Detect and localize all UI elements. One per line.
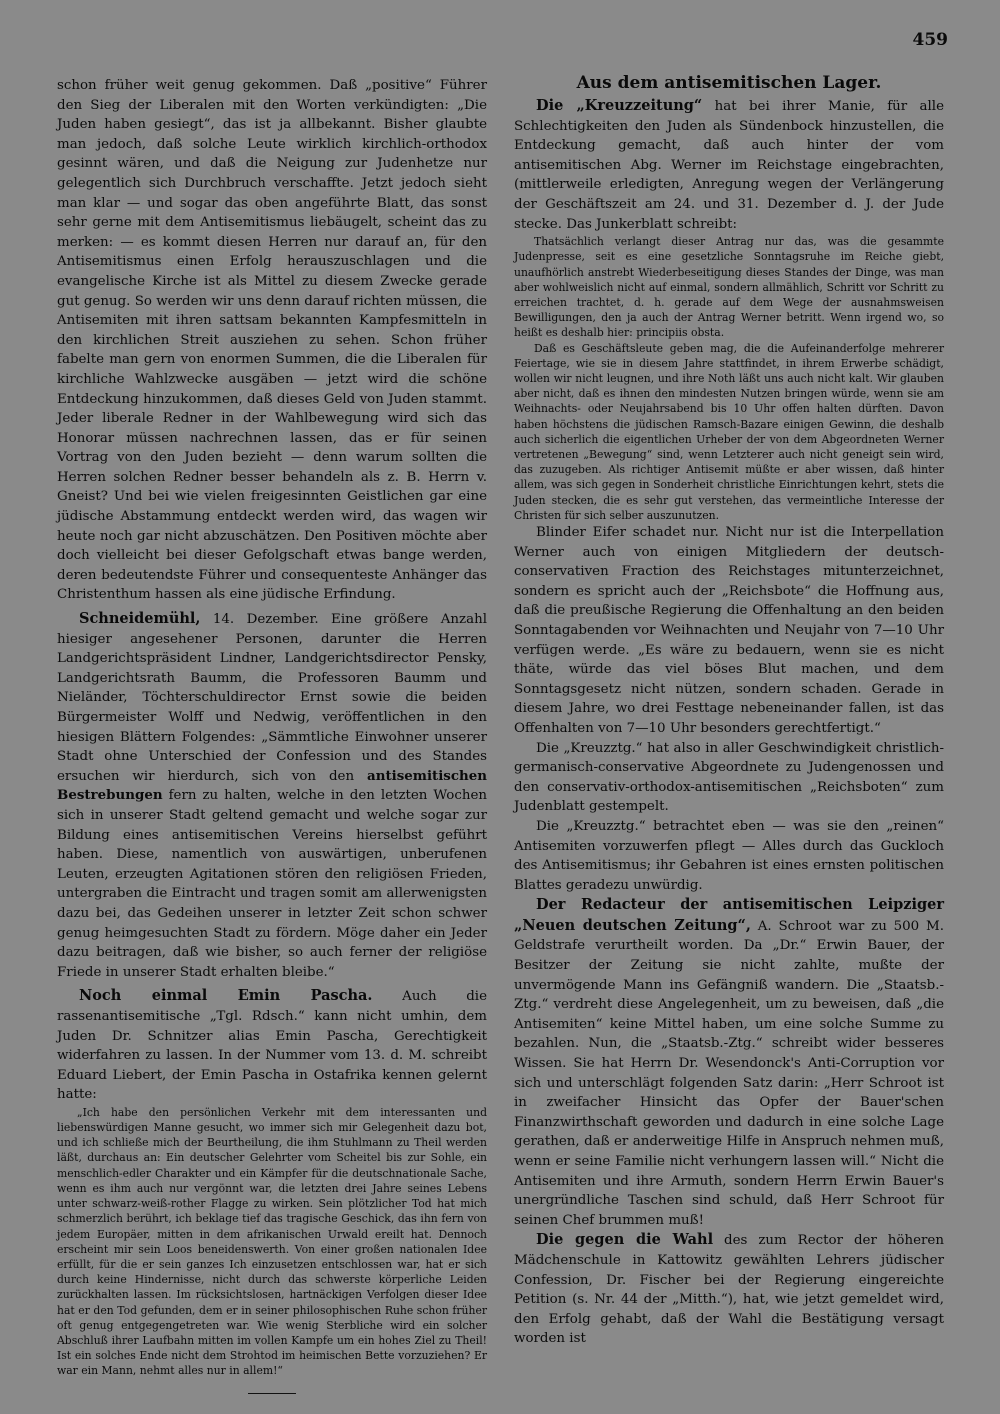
article-emin-pascha: Noch einmal Emin Pascha. Auch die rassenantisemitische „Tgl. Rdsch.“ kann nicht umhin, dem Juden Dr. Schnitzer alias Emin Pascha, Gerechtigkeit widerfahren zu lassen. In der Nummer vom 13. d. M. schreibt Eduard Liebert, der Emin Pascha in Ostafrika kennen gelernt hatte: [57,987,488,1103]
section-title: Aus dem antisemitischen Lager. [576,73,882,93]
paragraph: Die „Kreuzztg.“ betrachtet eben — was sie den „reinen“ Antisemiten vorzuwerfen pflegt — Alles durch das Guckloch des Antisemitismus; ihr Gebahren ist eines ernsten politischen Blattes geradezu unwürdig. [514,818,944,893]
article-headline: Noch einmal Emin Pascha. [79,987,373,1005]
paragraph: Die „Kreuzztg.“ hat also in aller Geschwindigkeit christlich-germanisch-conservative Abgeordnete zu Judengenossen und den conservativ-orthodox-antisemitischen „Reichsboten“ zum Judenblatt gestempelt. [514,740,944,815]
left-column [57,76,487,1394]
article-continuation: schon früher weit genug gekommen. Daß „positive“ Führer den Sieg der Liberalen mit den Worten verkündigten: „Die Juden haben gesiegt“, das ist ja allbekannt. Bisher glaubte man jedoch, daß solche Leute wirklich kirchlich-orthodox gesinnt wären, und daß die Neigung zur Judenhetze nur gelegentlich sich Durchbruch verschaffte. Jetzt jedoch sieht man klar — und sogar das oben angeführte Blatt, das sonst sehr gerne mit dem Antisemitismus liebäugelt, scheint das zu merken: — es kommt diesen Herren nur darauf an, für den Antisemitismus einen Erfolg herauszuschlagen und die evangelische Kirche ist als Mittel zu diesem Zwecke gerade gut genug. So werden wir uns denn darauf richten müssen, die Antisemiten mit ihren sattsam bekannten Kampfesmitteln in den kirchlichen Streit ausziehen zu sehen. Schon früher fabelte man gern von enormen Summen, die die Liberalen für kirchliche Wahlzwecke ausgäben — jetzt wird die schöne Entdeckung hinzukommen, daß dieses Geld von Juden stammt. Jeder liberale Redner in der Wahlbewegung wird sich das Honorar müssen nachrechnen lassen, das er für seinen Vortrag von den Juden bezieht — denn warum sollten die Herren solchen Redner besser behandeln als z. B. Herrn v. Gneist? Und bei wie vielen freigesinnten Geistlichen gar eine jüdische Abstammung entdeckt werden wird, das wagen wir heute noch gar nicht abzuschätzen. Den Positiven möchte aber doch vielleicht bei dieser Gefolgschaft etwas bange werden, deren bedeutendste Führer und consequenteste Anhänger das Christenthum hassen als eine jüdische Erfindung. [57,78,487,603]
article-headline: Der Redacteur der antisemitischen Leipziger „Neuen deutschen Zeitung“, [514,896,944,934]
article-wahl: Die gegen die Wahl des zum Rector der höheren Mädchenschule in Kattowitz gewählten Lehrers jüdischer Confession, Dr. Fischer bei der Regierung eingereichte Petition (s. Nr. 44 der „Mitth.“), hat, wie jetzt gemeldet wird, den Erfolg gehabt, daß der Wahl die Bestätigung versagt worden ist [514,1231,944,1347]
article-redacteur: Der Redacteur der antisemitischen Leipziger „Neuen deutschen Zeitung“, A. Schroot war zu 500 M. Geldstrafe verurtheilt worden. Da „Dr.“ Erwin Bauer, der Besitzer der Zeitung sie nicht zahlte, mußte der unvermögende Mann ins Gefängniß wandern. Die „Staatsb.-Ztg.“ verdreht diese Angelegenheit, um zu beweisen, daß „die Antisemiten“ keine Mittel haben, um eine solche Summe zu bezahlen. Nun, die „Staatsb.-Ztg.“ schreibt wider besseres Wissen. Sie hat Herrn Dr. Wesendonck's Anti-Corruption vor sich und unterschlägt folgenden Satz darin: „Herr Schroot ist in zweifacher Hinsicht das Opfer der Bauer'schen Finanzwirthschaft geworden und dadurch in eine solche Lage gerathen, daß er anderweitige Hilfe in Anspruch nehmen muß, wenn er seine Familie nicht verhungern lassen will.“ Nicht die Antisemiten und ihre Armuth, sondern Herrn Erwin Bauer's unergründliche Taschen sind schuld, daß Herr Schroot für seinen Chef brummen muß! [514,896,944,1228]
article-headline: Die „Kreuzzeitung“ [536,97,703,114]
article-headline: Schneidemühl, [79,610,201,628]
quote-block: Daß es Geschäftsleute geben mag, die die Aufeinanderfolge mehrerer Feiertage, wie sie in diesem Jahre stattfindet, in ihrem Erwerbe schädigt, wollen wir nicht leugnen, und ihre Noth läßt uns auch nicht kalt. Wir glauben aber nicht, daß es ihnen den mindesten Nutzen bringen würde, wenn sie am Weihnachts- oder Neujahrsabend bis 10 Uhr offen halten dürften. Davon haben höchstens die jüdischen Ramsch-Bazare einigen Gewinn, die deshalb auch sicherlich die eigentlichen Urheber der von dem Abgeordneten Werner vertretenen „Bewegung“ sind, wenn Letzterer auch nicht geneigt sein wird, das zuzugeben. Als richtiger Antisemit müßte er aber wissen, daß hinter allem, was sich gegen in Sonderheit christliche Einrichtungen kehrt, stets die Juden stecken, die es sehr gut verstehen, das vermeintliche Interesse der Christen für sich selber auszunutzen. [514,341,944,522]
quote-block: „Ich habe den persönlichen Verkehr mit dem interessanten und liebenswürdigen Manne gesucht, wo immer sich mir Gelegenheit dazu bot, und ich schließe mich der Beurtheilung, die ihm Stuhlmann zu Theil werden läßt, durchaus an: Ein deutscher Gelehrter vom Scheitel bis zur Sohle, ein menschlich-edler Charakter und ein Kämpfer für die deutschnationale Sache, wenn es ihm auch nur vergönnt war, die letzten drei Jahre seines Lebens unter schwarz-weiß-rother Flagge zu wirken. Sein plötzlicher Tod hat mich schmerzlich berührt, ich beklage tief das tragische Geschick, das ihn fern von jedem Europäer, mitten in dem afrikanischen Urwald ereilt hat. Dennoch erscheint mir sein Loos beneidenswerth. Von einer großen nationalen Idee erfüllt, für die er sein ganzes Ich einzusetzen entschlossen war, hat er sich durch keine Hindernisse, nicht durch das schwerste körperliche Leiden zurückhalten lassen. Im rücksichtslosen, hartnäckigen Verfolgen dieser Idee hat er den Tod gefunden, dem er in seiner philosophischen Ruhe schon früher oft genug entgegengetreten war. Wie wenig Sterbliche wird ein solcher Abschluß ihrer Laufbahn mitten im vollen Kampfe um ein hohes Ziel zu Theil! Ist ein solches Ende nicht dem Strohtod im heimischen Bette vorzuziehen? Er war ein Mann, nehmt alles nur in allem!“ [57,1105,487,1378]
article-kreuzzeitung: Die „Kreuzzeitung“ hat bei ihrer Manie, für alle Schlechtigkeiten den Juden als Sündenbock hinzustellen, die Entdeckung gemacht, daß auch hinter der vom antisemitischen Abg. Werner im Reichstage eingebrachten, (mittlerweile erledigten, Anregung wegen der Verlängerung der Geschäftszeit am 24. und 31. Dezember d. J. der Jude stecke. Das Junkerblatt schreibt: [514,97,944,232]
paragraph: Blinder Eifer schadet nur. Nicht nur ist die Interpellation Werner auch von einigen Mitgliedern der deutsch-conservativen Fraction des Reichstages mitunterzeichnet, sondern es spricht auch der „Reichsbote“ die Hoffnung aus, daß die preußische Regierung die Offenhaltung an den beiden Sonntagabenden vor Weihnachten und Neujahr von 7—10 Uhr verfügen werde. „Es wäre zu bedauern, wenn sie es nicht thäte, würde das viel böses Blut machen, und dem Sonntagsgesetz nicht nützen, sondern schaden. Gerade in diesem Jahre, wo drei Festtage nebeneinander fallen, ist das Offenhalten von 7—10 Uhr besonders gerechtfertigt.“ [514,525,944,736]
article-schneidemuehl: Schneidemühl, 14. Dezember. Eine größere Anzahl hiesiger angesehener Personen, darunter die Herren Landgerichtspräsident Lindner, Landgerichtsdirector Pensky, Landgerichtsrath Baumm, die Professoren Baumm und Nieländer, Töchterschuldirector Ernst sowie die beiden Bürgermeister Wolff und Nedwig, veröffentlichen in den hiesigen Blättern Folgendes: „Sämmtliche Einwohner unserer Stadt ohne Unterschied der Confession und des Standes ersuchen wir hierdurch, sich von den antisemitischen Bestrebungen fern zu halten, welche in den letzten Wochen sich in unserer Stadt geltend gemacht und welche sogar zur Bildung eines antisemitischen Vereins hierselbst geführt haben. Diese, namentlich von auswärtigen, unberufenen Leuten, erzeugten Agitationen stören den religiösen Frieden, untergraben die Eintracht und tragen somit am allerwenigsten dazu bei, das Gedeihen unserer in letzter Zeit schon schwer genug heimgesuchten Stadt zu fördern. Möge daher ein Jeder dazu beitragen, daß wie bisher, so auch ferner der religiöse Friede in unserer Stadt erhalten bleibe.“ [57,610,487,980]
right-column [514,72,944,1349]
quote-block: Thatsächlich verlangt dieser Antrag nur das, was die gesammte Judenpresse, seit es eine gesetzliche Sonntagsruhe im Reiche giebt, unaufhörlich anstrebt Wiederbeseitigung dieses Standes der Dinge, was man aber wohlweislich nicht auf einmal, sondern allmählich, Schritt vor Schritt zu erreichen trachtet, d. h. gerade auf dem Wege der ausnahmsweisen Bewilligungen, den ja auch der Antrag Werner betritt. Wenn irgend wo, so heißt es deshalb hier: principiis obsta. [514,235,944,340]
article-headline: Die gegen die Wahl [536,1231,714,1249]
divider-rule [248,1393,296,1394]
page-number: 459 [912,30,948,50]
